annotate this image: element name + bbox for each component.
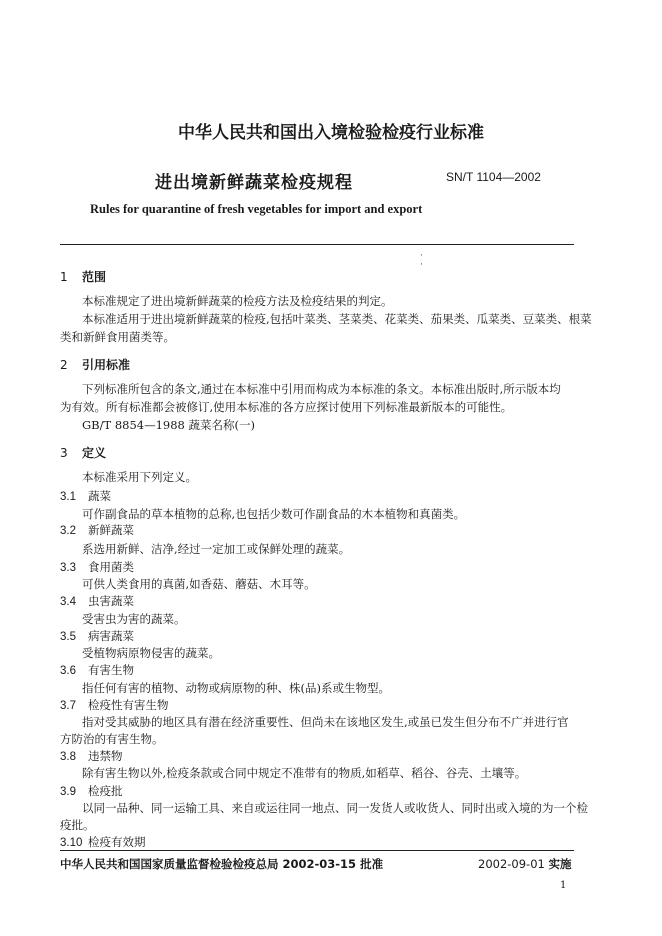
clause-term: 蔬菜 [88, 489, 111, 503]
section-3-intro: 本标准采用下列定义。 [82, 470, 197, 484]
clause-number: 3.2 [60, 525, 76, 537]
standard-number: SN/T 1104—2002 [446, 170, 541, 184]
header-dots: · · [420, 251, 423, 270]
clause-3-3-heading [60, 559, 134, 575]
section-title: 引用标准 [82, 358, 131, 372]
document-title: 进出境新鲜蔬菜检疫规程 [155, 173, 353, 193]
clause-3-9-definition-line-1: 以同一品种、同一运输工具、来自或运往同一地点、同一发货人或收货人、同时出或入境的为一个检 [82, 801, 588, 815]
clause-number: 3.10 [60, 837, 83, 849]
clause-term: 新鲜蔬菜 [88, 523, 134, 537]
clause-3-5-definition: 受植物病原物侵害的蔬菜。 [82, 646, 220, 660]
section-number: 2 [60, 358, 68, 372]
clause-number: 3.1 [60, 491, 76, 503]
section-2-paragraph-line-1: 下列标准所包含的条文,通过在本标准中引用而构成为本标准的条文。本标准出版时,所示版本均 [82, 382, 561, 396]
page-number: 1 [560, 880, 567, 891]
clause-3-4-definition: 受害虫为害的蔬菜。 [82, 612, 186, 626]
clause-number: 3.9 [60, 786, 76, 798]
section-title: 定义 [82, 446, 107, 460]
clause-term: 虫害蔬菜 [88, 594, 134, 608]
section-1-heading [60, 268, 106, 285]
header-divider [60, 244, 574, 245]
section-1-paragraph-2-line-1: 本标准适用于进出境新鲜蔬菜的检疫,包括叶菜类、茎菜类、花菜类、茄果类、瓜菜类、豆菜类、根菜 [82, 312, 592, 326]
clause-3-7-definition-line-1: 指对受其威胁的地区具有潜在经济重要性、但尚未在该地区发生,或虽已发生但分布不广并进行官 [82, 715, 569, 729]
clause-3-9-definition-line-2: 疫批。 [60, 818, 95, 832]
effective-date-value: 2002-09-01 [478, 857, 545, 871]
section-1-paragraph-1: 本标准规定了进出境新鲜蔬菜的检疫方法及检疫结果的判定。 [82, 294, 393, 308]
clause-term: 病害蔬菜 [88, 629, 134, 643]
normative-reference: GB/T 8854—1988 蔬菜名称(一) [82, 418, 255, 432]
clause-number: 3.3 [60, 562, 76, 574]
clause-3-10-heading [60, 834, 146, 850]
clause-3-7-definition-line-2: 方防治的有害生物。 [60, 732, 164, 746]
footer-divider [60, 850, 574, 851]
clause-term: 违禁物 [88, 749, 123, 763]
english-title: Rules for quarantine of fresh vegetables for import and export [90, 202, 423, 216]
clause-term: 检疫有效期 [88, 835, 146, 849]
industry-standard-title: 中华人民共和国出入境检验检疫行业标准 [178, 123, 484, 143]
clause-3-2-definition: 系选用新鲜、洁净,经过一定加工或保鲜处理的蔬菜。 [82, 542, 351, 556]
clause-3-1-heading [60, 488, 111, 504]
effective-date-label: 实施 [548, 857, 572, 871]
clause-3-1-definition: 可作副食品的草本植物的总称,也包括少数可作副食品的木本植物和真菌类。 [82, 507, 466, 521]
clause-number: 3.5 [60, 631, 76, 643]
clause-number: 3.6 [60, 665, 76, 677]
clause-3-2-heading [60, 522, 134, 538]
clause-3-8-definition: 除有害生物以外,检疫条款或合同中规定不准带有的物质,如稻草、稻谷、谷壳、土壤等。 [82, 766, 527, 780]
clause-3-5-heading [60, 628, 134, 644]
clause-3-8-heading [60, 748, 123, 764]
clause-3-3-definition: 可供人类食用的真菌,如香菇、蘑菇、木耳等。 [82, 577, 316, 591]
clause-number: 3.7 [60, 700, 76, 712]
section-1-paragraph-2-line-2: 类和新鲜食用菌类等。 [60, 330, 175, 344]
clause-3-7-heading [60, 697, 169, 713]
section-3-heading [60, 444, 106, 461]
section-2-heading [60, 356, 130, 373]
approval-statement: 中华人民共和国国家质量监督检验检疫总局 2002-03-15 批准 [60, 857, 384, 871]
clause-number: 3.4 [60, 596, 76, 608]
clause-term: 检疫性有害生物 [88, 698, 169, 712]
clause-3-6-definition: 指任何有害的植物、动物或病原物的种、株(品)系或生物型。 [82, 681, 390, 695]
section-number: 3 [60, 446, 68, 460]
clause-term: 有害生物 [88, 663, 134, 677]
section-2-paragraph-line-2: 为有效。所有标准都会被修订,使用本标准的各方应探讨使用下列标准最新版本的可能性。 [60, 400, 513, 414]
clause-3-4-heading [60, 593, 134, 609]
clause-term: 检疫批 [88, 784, 123, 798]
clause-3-6-heading [60, 662, 134, 678]
section-number: 1 [60, 270, 68, 284]
clause-number: 3.8 [60, 751, 76, 763]
section-title: 范围 [82, 270, 107, 284]
clause-3-9-heading [60, 783, 123, 799]
clause-term: 食用菌类 [88, 560, 134, 574]
effective-date [478, 856, 572, 872]
